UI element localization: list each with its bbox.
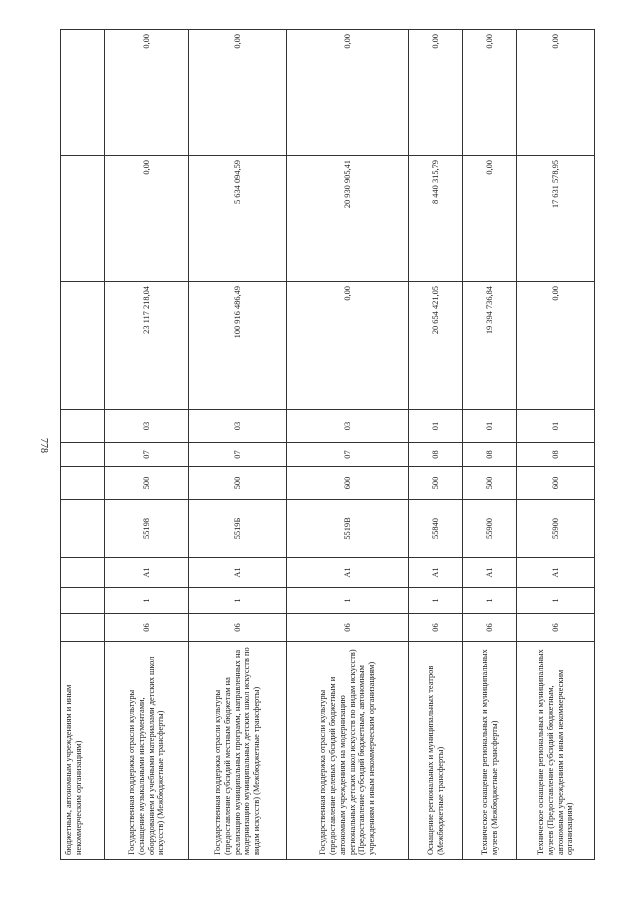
section-code-cell: 08 bbox=[517, 443, 595, 467]
table-frame bbox=[60, 30, 620, 860]
amount-year1-cell: 19 394 736,84 bbox=[463, 282, 517, 410]
subprogram-code-cell: 1 bbox=[287, 588, 409, 614]
subprogram-code-cell: 1 bbox=[517, 588, 595, 614]
direction-code-cell: 55198 bbox=[105, 500, 189, 558]
budget-table bbox=[60, 29, 595, 860]
gp-code-cell: 06 bbox=[409, 614, 463, 642]
row-name-cell: Оснащение региональных и муниципальных театров (Межбюджетные трансферты) bbox=[409, 642, 463, 860]
amount-year3-cell: 0,00 bbox=[189, 30, 287, 156]
section-code-cell: 07 bbox=[105, 443, 189, 467]
project-code-cell: А1 bbox=[409, 558, 463, 588]
expense-type-cell bbox=[61, 467, 105, 500]
subsection-code-cell bbox=[61, 410, 105, 443]
gp-code-cell: 06 bbox=[463, 614, 517, 642]
direction-code-cell: 55900 bbox=[463, 500, 517, 558]
direction-code-cell: 55900 bbox=[517, 500, 595, 558]
row-name-cell: Государственная поддержка отрасли культуры (предоставление субсидий местным бюджетам на реализацию муниципальных программ, направленных на модернизацию муниципальных детских школ искусств по видам искусств) (Межбюджетные трансферты) bbox=[189, 642, 287, 860]
subprogram-code-cell: 1 bbox=[463, 588, 517, 614]
expense-type-cell: 500 bbox=[409, 467, 463, 500]
expense-type-cell: 500 bbox=[463, 467, 517, 500]
project-code-cell: А1 bbox=[287, 558, 409, 588]
row-name-cell: Государственная поддержка отрасли культуры (оснащение музыкальными инструментами, оборудованием и учебными материалами детских школ искусств) (Межбюджетные трансферты) bbox=[105, 642, 189, 860]
subsection-code-cell: 01 bbox=[463, 410, 517, 443]
subsection-code-cell: 01 bbox=[517, 410, 595, 443]
amount-year2-cell bbox=[61, 156, 105, 282]
table-row bbox=[61, 30, 105, 860]
project-code-cell: А1 bbox=[105, 558, 189, 588]
amount-year2-cell: 0,00 bbox=[105, 156, 189, 282]
amount-year1-cell: 23 117 218,04 bbox=[105, 282, 189, 410]
gp-code-cell: 06 bbox=[105, 614, 189, 642]
subsection-code-cell: 03 bbox=[105, 410, 189, 443]
table-row bbox=[517, 30, 595, 860]
subsection-code-cell: 03 bbox=[287, 410, 409, 443]
subsection-code-cell: 03 bbox=[189, 410, 287, 443]
row-name-cell: Государственная поддержка отрасли культуры (предоставление целевых субсидий бюджетным и автономным учреждениям на модернизацию региональных детских школ искусств по видам искусств) (Предоставление субсидий бюджетным, автономным учреждениям и иным некоммерческим организациям) bbox=[287, 642, 409, 860]
subprogram-code-cell: 1 bbox=[189, 588, 287, 614]
section-code-cell bbox=[61, 443, 105, 467]
subprogram-code-cell: 1 bbox=[409, 588, 463, 614]
direction-code-cell: 5519Б bbox=[189, 500, 287, 558]
amount-year2-cell: 5 634 094,59 bbox=[189, 156, 287, 282]
project-code-cell: А1 bbox=[463, 558, 517, 588]
amount-year3-cell: 0,00 bbox=[517, 30, 595, 156]
amount-year2-cell: 0,00 bbox=[463, 156, 517, 282]
amount-year1-cell: 20 654 421,05 bbox=[409, 282, 463, 410]
table-row bbox=[287, 30, 409, 860]
amount-year1-cell bbox=[61, 282, 105, 410]
amount-year2-cell: 8 440 315,79 bbox=[409, 156, 463, 282]
project-code-cell: А1 bbox=[517, 558, 595, 588]
direction-code-cell: 5519В bbox=[287, 500, 409, 558]
table-row bbox=[189, 30, 287, 860]
project-code-cell bbox=[61, 558, 105, 588]
table-row bbox=[463, 30, 517, 860]
amount-year3-cell: 0,00 bbox=[105, 30, 189, 156]
gp-code-cell: 06 bbox=[517, 614, 595, 642]
section-code-cell: 07 bbox=[287, 443, 409, 467]
section-code-cell: 07 bbox=[189, 443, 287, 467]
subprogram-code-cell bbox=[61, 588, 105, 614]
landscape-content bbox=[60, 30, 620, 860]
amount-year1-cell: 0,00 bbox=[517, 282, 595, 410]
project-code-cell: А1 bbox=[189, 558, 287, 588]
gp-code-cell: 06 bbox=[189, 614, 287, 642]
row-name-cell: Техническое оснащение региональных и муниципальных музеев (Межбюджетные трансферты) bbox=[463, 642, 517, 860]
amount-year3-cell: 0,00 bbox=[463, 30, 517, 156]
page-number: 778 bbox=[38, 438, 49, 453]
amount-year3-cell: 0,00 bbox=[287, 30, 409, 156]
amount-year1-cell: 0,00 bbox=[287, 282, 409, 410]
amount-year2-cell: 20 930 905,41 bbox=[287, 156, 409, 282]
amount-year3-cell: 0,00 bbox=[409, 30, 463, 156]
section-code-cell: 08 bbox=[409, 443, 463, 467]
subsection-code-cell: 01 bbox=[409, 410, 463, 443]
expense-type-cell: 500 bbox=[189, 467, 287, 500]
gp-code-cell: 06 bbox=[287, 614, 409, 642]
gp-code-cell bbox=[61, 614, 105, 642]
amount-year2-cell: 17 631 578,95 bbox=[517, 156, 595, 282]
row-name-cell: бюджетным, автономным учреждениям и иным некоммерческим организациям) bbox=[61, 642, 105, 860]
expense-type-cell: 600 bbox=[517, 467, 595, 500]
section-code-cell: 08 bbox=[463, 443, 517, 467]
row-name-cell: Техническое оснащение региональных и муниципальных музеев (Предоставление субсидий бюджетным, автономным учреждениям и иным некоммерческим организациям) bbox=[517, 642, 595, 860]
amount-year3-cell bbox=[61, 30, 105, 156]
subprogram-code-cell: 1 bbox=[105, 588, 189, 614]
direction-code-cell bbox=[61, 500, 105, 558]
table-row bbox=[105, 30, 189, 860]
expense-type-cell: 500 bbox=[105, 467, 189, 500]
expense-type-cell: 600 bbox=[287, 467, 409, 500]
table-row bbox=[409, 30, 463, 860]
direction-code-cell: 55840 bbox=[409, 500, 463, 558]
amount-year1-cell: 100 916 486,49 bbox=[189, 282, 287, 410]
